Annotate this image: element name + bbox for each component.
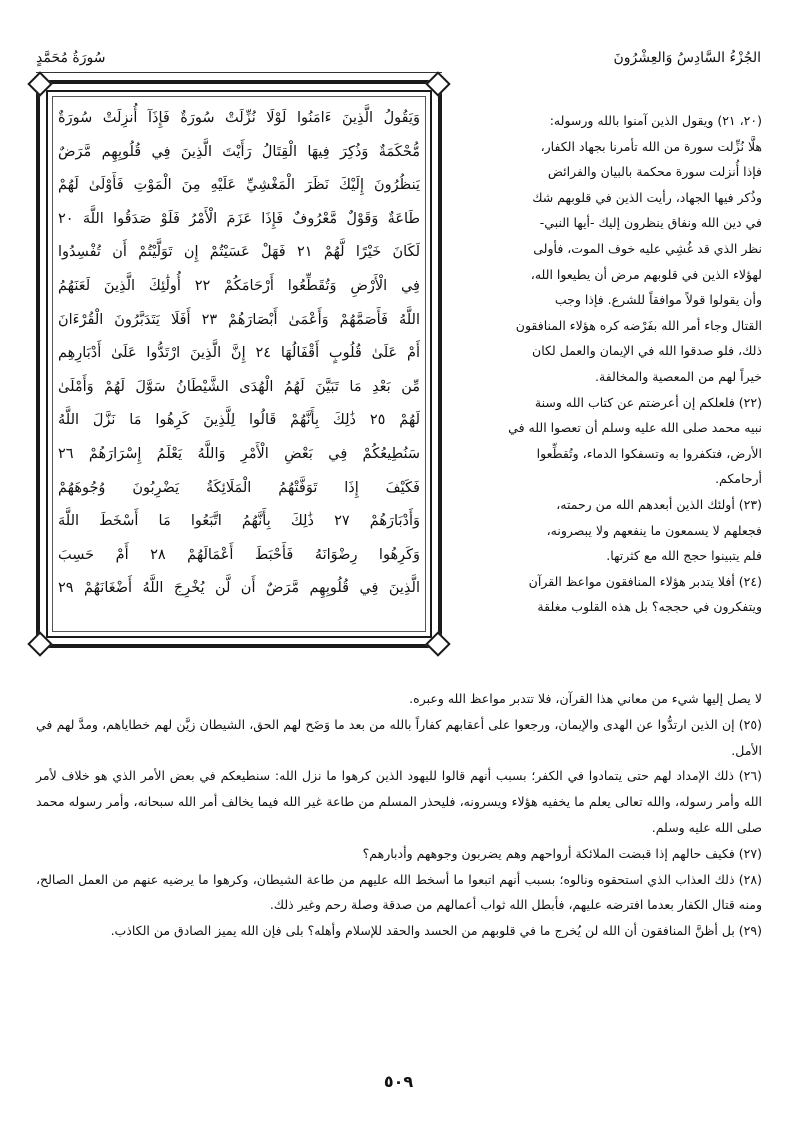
quran-line: مُّحْكَمَةٌ وَذُكِرَ فِيهَا الْقِتَالُ رَأَيْتَ الَّذِينَ فِي قُلُوبِهِم مَّرَضٌ [58, 143, 420, 160]
tafsir-line: (٢٠، ٢١) ويقول الذين آمنوا بالله ورسوله: [549, 113, 762, 128]
page-number: ٥٠٩ [383, 1072, 414, 1091]
tafsir-line: فلم يتبينوا حجج الله مع كثرتها. [606, 548, 762, 564]
quran-line: فَكَيْفَ إِذَا تَوَفَّتْهُمُ الْمَلَائِكَةُ يَضْرِبُونَ وُجُوهَهُمْ [58, 479, 420, 496]
header-rule [36, 72, 442, 73]
quran-frame [36, 80, 442, 648]
quran-line: وَيَقُولُ الَّذِينَ ءَامَنُوا لَوْلَا نُزِّلَتْ سُورَةٌ فَإِذَآ أُنزِلَتْ سُورَةٌ [58, 110, 420, 126]
page-header [36, 50, 761, 72]
quran-line: فِي الْأَرْضِ وَتُقَطِّعُوا أَرْحَامَكُمْ ٢٢ أُولَٰئِكَ الَّذِينَ لَعَنَهُمُ [58, 277, 420, 294]
quran-line: سَنُطِيعُكُمْ فِي بَعْضِ الْأَمْرِ وَاللَّهُ يَعْلَمُ إِسْرَارَهُمْ ٢٦ [58, 445, 420, 462]
quran-line: مِّن بَعْدِ مَا تَبَيَّنَ لَهُمُ الْهُدَى الشَّيْطَانُ سَوَّلَ لَهُمْ وَأَمْلَىٰ [58, 378, 420, 395]
tafsir-line: خيراً لهم من المعصية والمخالفة. [595, 368, 762, 384]
tafsir-line: (٢٤) أفلا يتدبر هؤلاء المنافقون مواعظ القرآن [528, 573, 762, 589]
tafsir-paragraph: لا يصل إليها شيء من معاني هذا القرآن، فلا تتدبر مواعظ الله وعبره. [409, 691, 762, 706]
tafsir-paragraph: (٢٧) فكيف حالهم إذا قبضت الملائكة أرواحهم وهم يضربون وجوههم وأدبارهم؟ [362, 845, 762, 861]
quran-line: اللَّهُ فَأَصَمَّهُمْ وَأَعْمَىٰ أَبْصَارَهُمْ ٢٣ أَفَلَا يَتَدَبَّرُونَ الْقُرْءَانَ [58, 311, 420, 328]
tafsir-line: الأرض، فتكفروا به وتسفكوا الدماء، وتُقطِّعوا [536, 445, 762, 461]
quran-line: أَمْ عَلَىٰ قُلُوبٍ أَقْفَالُهَا ٢٤ إِنَّ الَّذِينَ ارْتَدُّوا عَلَىٰ أَدْبَارِهِم [58, 345, 420, 362]
tafsir-paragraph: (٢٥) إن الذين ارتدُّوا عن الهدى والإيمان، ورجعوا على أعقابهم كفاراً بالله من بعد ما وَضَح لهم الحق، الشيطان زيَّن لهم خطاياهم، ومدَّ لهم في الأمل. [36, 716, 762, 758]
tafsir-line: وأن يقولوا قولاً موافقاً للشرع. فإذا وجب [554, 292, 762, 308]
tafsir-line: (٢٣) أولئك الذين أبعدهم الله من رحمته، [556, 496, 762, 512]
tafsir-line: في دين الله ونفاق ينظرون إليك -أيها النبي- [539, 215, 762, 231]
quran-line: لَكَانَ خَيْرًا لَّهُمْ ٢١ فَهَلْ عَسَيْتُمْ إِن تَوَلَّيْتُمْ أَن تُفْسِدُوا [58, 244, 420, 261]
tafsir-line: أرحامكم. [715, 471, 762, 487]
tafsir-line: نظر الذي قد غُشِي عليه خوف الموت، فأولى [533, 240, 762, 256]
tafsir-line: (٢٢) فلعلكم إن أعرضتم عن كتاب الله وسنة [534, 394, 762, 410]
quran-line: لَهُمْ ٢٥ ذَٰلِكَ بِأَنَّهُمْ قَالُوا لِلَّذِينَ كَرِهُوا مَا نَزَّلَ اللَّهُ [58, 412, 420, 429]
quran-line: وَكَرِهُوا رِضْوَانَهُ فَأَحْبَطَ أَعْمَالَهُمْ ٢٨ أَمْ حَسِبَ [58, 546, 420, 563]
tafsir-paragraph: (٢٩) بل أظنَّ المنافقون أن الله لن يُخرج ما في قلوبهم من الحسد والحقد للإسلام وأهله؟ بلى فإن الله يميز الصادق من الكاذب. [110, 923, 762, 939]
tafsir-line: نبيه محمد صلى الله عليه وسلم أن تعصوا الله في [508, 420, 762, 436]
quran-line: طَاعَةٌ وَقَوْلٌ مَّعْرُوفٌ فَإِذَا عَزَمَ الْأَمْرُ فَلَوْ صَدَقُوا اللَّهَ ٢٠ [58, 210, 420, 227]
tafsir-paragraph: (٢٨) ذلك العذاب الذي استحقوه ونالوه؛ بسبب أنهم اتبعوا ما أسخط الله عليهم من طاعة الشيطان، وكرهوا ما يرضيه عنهم من العمل الصالح، ومنه قتال الكفار بعدما افترضه عليهم، فأبطل الله ثواب أعمالهم من صدقة وصلة رحم وغير ذلك. [36, 871, 762, 913]
tafsir-line: فإذا أُنزلت سورة محكمة بالبيان والفرائض [547, 164, 762, 180]
tafsir-paragraph: (٢٦) ذلك الإمداد لهم حتى يتمادوا في الكفر؛ بسبب أنهم قالوا لليهود الذين كرهوا ما نزل الله: سنطيعكم في بعض الأمر الذي هو خلاف لأمر الله وأمر رسوله، والله تعالى يعلم ما يخفيه هؤلاء ويسرونه، فليحذر المسلم من طاعة غير الله فيما يخالف أمر الله سبحانه، وأمر رسوله محمد صلى الله عليه وسلم. [36, 768, 762, 835]
frame-corner-ornament [27, 71, 52, 96]
tafsir-line: وذُكر فيها الجهاد، رأيت الذين في قلوبهم شك [532, 189, 762, 205]
quran-text [58, 102, 420, 626]
tafsir-line: القتال وجاء أمر الله بفَرْضه كره هؤلاء المنافقون [515, 317, 762, 333]
tafsir-side-column [456, 108, 762, 620]
frame-corner-ornament [425, 631, 450, 656]
quran-line: وَأَدْبَارَهُمْ ٢٧ ذَٰلِكَ بِأَنَّهُمُ اتَّبَعُوا مَا أَسْخَطَ اللَّهَ [58, 513, 420, 530]
tafsir-line: ذلك، فلو صدقوا الله في الإيمان والعمل لكان [532, 343, 762, 359]
frame-corner-ornament [425, 71, 450, 96]
tafsir-full-width [36, 686, 762, 944]
tafsir-line: فجعلهم لا يسمعون ما ينفعهم ولا يبصرونه، [546, 522, 762, 538]
quran-line: يَنظُرُونَ إِلَيْكَ نَظَرَ الْمَغْشِيِّ عَلَيْهِ مِنَ الْمَوْتِ فَأَوْلَىٰ لَهُمْ [58, 177, 420, 194]
tafsir-line: لهؤلاء الذين في قلوبهم مرض أن يطيعوا الله، [530, 266, 762, 282]
tafsir-line: ويتفكرون في حججه؟ بل هذه القلوب مغلقة [537, 599, 762, 615]
juz-title: الجُزْءُ السَّادِسُ وَالعِشْرُونَ [613, 50, 761, 66]
surah-title: سُورَةُ مُحَمَّدٍ [36, 50, 106, 66]
frame-corner-ornament [27, 631, 52, 656]
tafsir-line: هلَّا نُزِّلت سورة من الله تأمرنا بجهاد الكفار، [540, 138, 762, 154]
quran-line: الَّذِينَ فِي قُلُوبِهِم مَّرَضٌ أَن لَّن يُخْرِجَ اللَّهُ أَضْغَانَهُمْ ٢٩ [58, 580, 420, 597]
